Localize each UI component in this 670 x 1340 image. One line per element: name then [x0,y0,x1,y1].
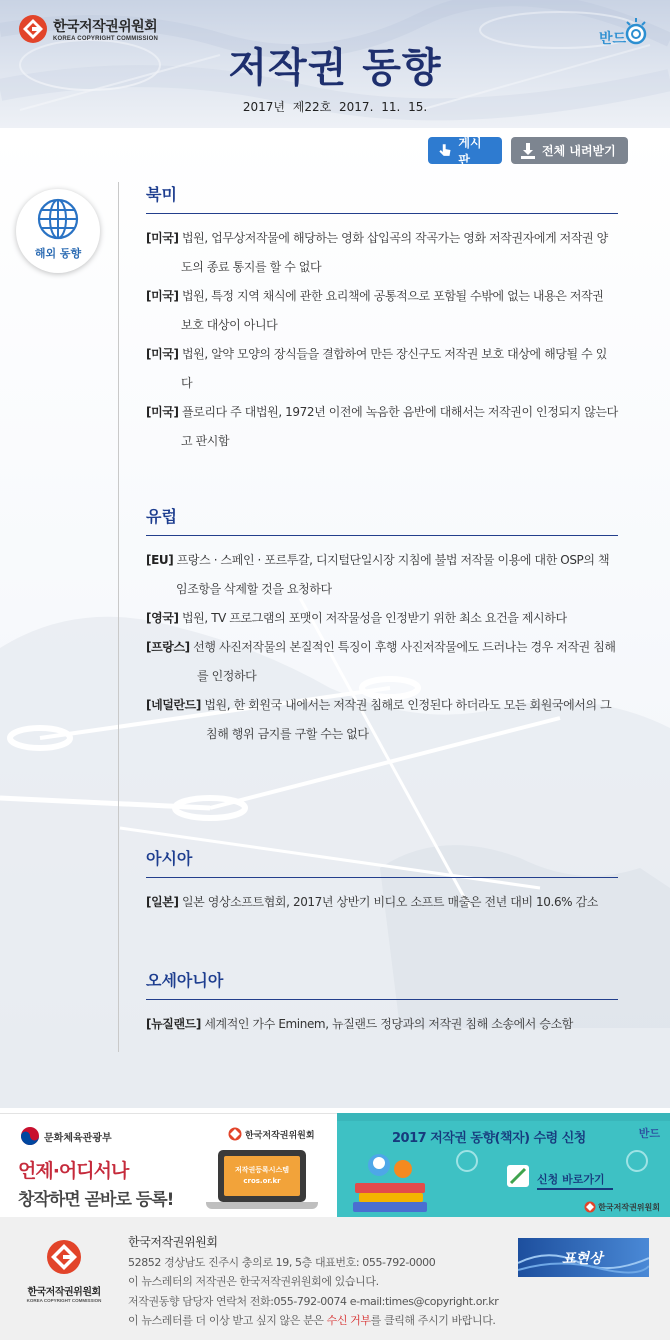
screen-line-2: cros.or.kr [243,1177,281,1185]
board-button[interactable] [428,135,502,167]
news-item[interactable] [146,691,618,749]
news-country-tag: [네덜란드] [146,698,201,712]
screen-line-1: 저작권등록시스템 [234,1166,290,1174]
news-country-tag: [미국] [146,347,179,361]
taegeuk-icon [20,1126,40,1146]
laptop-illustration [206,1150,318,1212]
apply-link-underline [537,1188,613,1190]
kcc-logo-icon [584,1201,596,1213]
board-button-label: 게시판 [458,135,482,167]
section-north-america [146,182,618,456]
section-europe [146,504,618,749]
news-headline[interactable]: 법원, 특정 지역 채식에 관한 요리책에 공통적으로 포함될 수밖에 없는 내용은 저작권 보호 대상이 아니다 [181,289,604,332]
kcc-small-logo [228,1127,315,1141]
footer-unsubscribe: 이 뉴스레터를 더 이상 받고 싶지 않은 분은 수신 거부를 클릭해 주시기 바랍니다. [128,1314,496,1327]
logo-english-name: KOREA COPYRIGHT COMMISSION [53,36,158,42]
news-item[interactable] [146,604,618,633]
news-country-tag: [일본] [146,895,179,909]
news-country-tag: [뉴질랜드] [146,1017,201,1031]
footer [0,1217,670,1340]
section-oceania [146,968,618,1039]
ministry-logo [20,1126,112,1146]
news-item[interactable] [146,282,618,340]
booklet-request-banner[interactable] [337,1113,670,1217]
news-country-tag: [미국] [146,289,179,303]
footer-copyright: 이 뉴스레터의 저작권은 한국저작권위원회에 있습니다. [128,1275,379,1288]
kcc-logo-icon [228,1127,242,1141]
news-headline[interactable]: 일본 영상소프트협회, 2017년 상반기 비디오 소프트 매출은 전년 대비 10.6% 감소 [181,895,598,909]
section-title: 오세아니아 [146,968,618,1000]
footer-address: 52852 경상남도 진주시 충의로 19, 5층 대표번호: 055-792-0000 [128,1255,436,1269]
footer-info [128,1233,498,1331]
registration-banner[interactable] [0,1113,337,1217]
news-item[interactable] [146,224,618,282]
kcc-small-name: 한국저작권위원회 [245,1130,315,1141]
download-icon [519,142,537,160]
news-item[interactable] [146,633,618,691]
news-item[interactable] [146,546,618,604]
kcc-small-name: 한국저작권위원회 [598,1202,660,1212]
news-headline[interactable]: 프랑스 · 스페인 · 포르투갈, 디지털단일시장 지침에 불법 저작물 이용에 대한 OSP의 책임조항을 삭제할 것을 요청하다 [176,553,610,596]
news-headline[interactable]: 법원, 한 회원국 내에서는 저작권 침해로 인정된다 하더라도 모든 회원국에서의 그 침해 행위 금지를 구할 수는 없다 [204,698,612,741]
news-country-tag: [미국] [146,231,179,245]
footer-logo[interactable] [26,1239,102,1303]
news-headline[interactable]: 법원, TV 프로그램의 포맷이 저작물성을 인정받기 위한 최소 요건을 제시하다 [181,611,567,625]
news-item[interactable] [146,888,618,917]
globe-icon [36,197,80,241]
footer-banner-text: 표현상 [562,1251,603,1267]
news-headline[interactable]: 법원, 업무상저작물에 해당하는 영화 삽입곡의 작곡가는 영화 저작권자에게 저작권 양도의 종료 통지를 할 수 없다 [181,231,608,274]
apply-link[interactable]: 신청 바로가기 [537,1173,605,1186]
ministry-name: 문화체육관광부 [44,1132,112,1144]
news-item[interactable] [146,398,618,456]
news-item[interactable] [146,340,618,398]
news-headline[interactable]: 선행 사진저작물의 본질적인 특징이 후행 사진저작물에도 드러나는 경우 저작권 침해를 인정하다 [193,640,616,683]
footer-logo-korean: 한국저작권위원회 [27,1287,101,1298]
section-title: 아시아 [146,846,618,878]
news-headline[interactable]: 세계적인 가수 Eminem, 뉴질랜드 정당과의 저작권 침해 소송에서 승소함 [204,1017,573,1031]
bandi-label: 반드 [598,31,626,47]
logo-korean-name: 한국저작권위원회 [53,19,158,35]
header [0,0,670,128]
footer-logo-english: KOREA COPYRIGHT COMMISSION [26,1298,102,1303]
section-title: 북미 [146,182,618,214]
news-country-tag: [프랑스] [146,640,190,654]
sidebar-divider [118,182,119,1052]
booklet-banner-title: 2017 저작권 동향(책자) 수령 신청 [392,1131,586,1146]
news-country-tag: [미국] [146,405,179,419]
category-label: 해외 동향 [34,247,82,260]
kcc-logo-icon [46,1239,82,1275]
news-country-tag: [EU] [146,553,174,567]
news-country-tag: [영국] [146,611,179,625]
slogan-line-2: 창작하면 곧바로 등록! [18,1190,174,1210]
bandi-label: 반드 [638,1127,660,1140]
slogan-line-1: 언제·어디서나 [18,1160,129,1182]
download-button-label: 전체 내려받기 [542,144,616,158]
unsubscribe-link[interactable]: 수신 거부 [326,1314,371,1327]
footer-side-banner[interactable] [518,1238,649,1277]
section-title: 유럽 [146,504,618,536]
news-headline[interactable]: 플로리다 주 대법원, 1972년 이전에 녹음한 음반에 대해서는 저작권이 인정되지 않는다고 판시함 [181,405,618,448]
hand-pointer-icon [436,142,453,160]
news-headline[interactable]: 법원, 알약 모양의 장식들을 결합하여 만든 장신구도 저작권 보호 대상에 해당될 수 있다 [181,347,607,390]
category-badge [16,189,100,273]
kcc-small-logo [584,1201,660,1213]
footer-org-name: 한국저작권위원회 [128,1235,218,1249]
issue-info: 2017년 제22호 2017. 11. 15. [242,100,428,114]
news-item[interactable] [146,1010,618,1039]
newsletter-title: 저작권 동향 [228,45,442,91]
section-asia [146,846,618,917]
download-all-button[interactable] [511,137,628,164]
footer-contact: 저작권동향 담당자 연락처 전화:055-792-0074 e-mail:times@copyright.or.kr [128,1294,499,1308]
